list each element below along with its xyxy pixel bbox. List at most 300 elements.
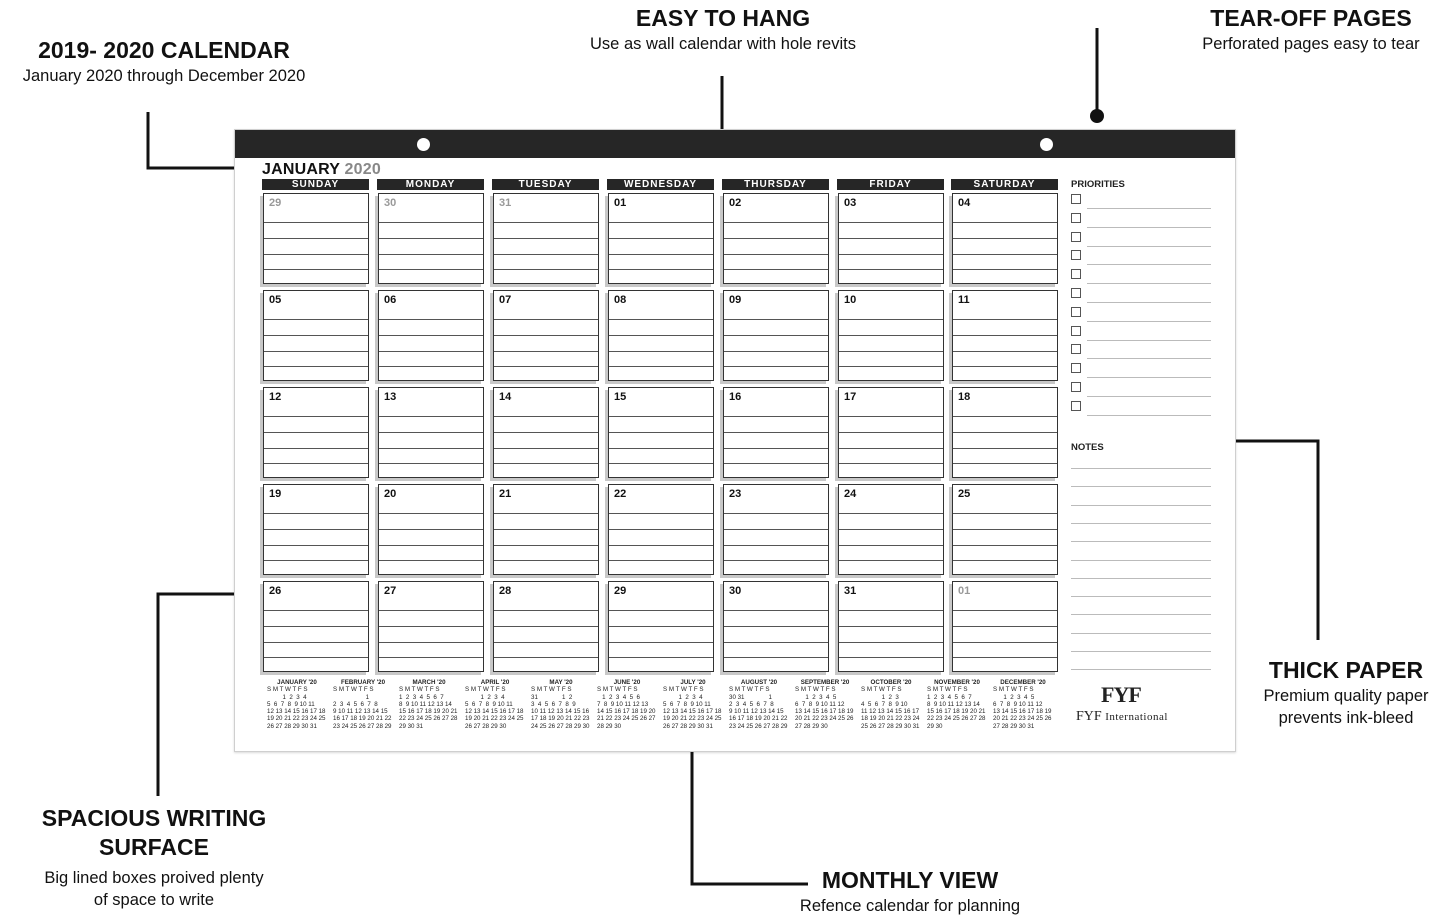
writing-line <box>839 626 943 627</box>
writing-line <box>264 335 368 336</box>
mini-month-row: 26 27 28 29 30 31 <box>267 722 317 730</box>
writing-line <box>609 560 713 561</box>
mini-month-row: 4 5 6 7 8 9 10 <box>861 700 908 708</box>
writing-line <box>609 626 713 627</box>
mini-month-title: DECEMBER '20 <box>1000 679 1046 686</box>
writing-line <box>264 657 368 658</box>
writing-line <box>494 416 598 417</box>
writing-line <box>724 448 828 449</box>
month-title <box>262 161 381 179</box>
day-cell[interactable] <box>723 581 829 672</box>
writing-line <box>953 432 1057 433</box>
writing-line <box>494 545 598 546</box>
writing-line <box>494 366 598 367</box>
day-number: 21 <box>499 488 512 500</box>
priority-checkbox[interactable] <box>1071 401 1081 411</box>
writing-line <box>724 529 828 530</box>
mini-month-row: 18 19 20 21 22 23 24 <box>861 715 920 723</box>
day-cell[interactable] <box>263 581 369 672</box>
writing-line <box>494 529 598 530</box>
day-cell[interactable] <box>838 290 944 381</box>
writing-line <box>953 222 1057 223</box>
priority-checkbox[interactable] <box>1071 213 1081 223</box>
writing-line <box>609 254 713 255</box>
mini-month-row: 5 6 7 8 9 10 11 <box>663 700 711 708</box>
day-number: 30 <box>729 585 742 597</box>
mini-month-row: 1 2 3 4 <box>267 693 307 701</box>
callout-dot <box>1090 109 1104 123</box>
logo-text <box>1076 709 1168 725</box>
mini-month-title: FEBRUARY '20 <box>340 679 386 686</box>
day-cell[interactable] <box>952 290 1058 381</box>
mini-month-row: 13 14 15 16 17 18 19 <box>795 708 854 716</box>
callout-title: TEAR-OFF PAGES <box>1210 5 1412 31</box>
writing-line <box>609 448 713 449</box>
writing-line <box>953 545 1057 546</box>
writing-line <box>839 222 943 223</box>
priority-line <box>1087 208 1211 209</box>
writing-line <box>953 642 1057 643</box>
day-number: 22 <box>614 488 627 500</box>
mini-month-row: 8 9 10 11 12 13 14 <box>399 700 452 708</box>
writing-line <box>953 416 1057 417</box>
mini-month-row: 5 6 7 8 9 10 11 <box>465 700 513 708</box>
hang-hole <box>1040 138 1053 151</box>
writing-line <box>264 529 368 530</box>
writing-line <box>839 432 943 433</box>
mini-month <box>993 679 1053 730</box>
notes-line <box>1071 560 1211 561</box>
priority-checkbox[interactable] <box>1071 250 1081 260</box>
mini-month-row: 19 20 21 22 23 24 25 <box>465 715 524 723</box>
writing-line <box>839 448 943 449</box>
mini-month-row: 21 22 23 24 25 26 27 <box>597 715 656 723</box>
writing-line <box>379 560 483 561</box>
writing-line <box>724 351 828 352</box>
writing-line <box>839 545 943 546</box>
writing-line <box>494 335 598 336</box>
mini-month-row: S M T W T F S <box>267 686 308 694</box>
day-cell[interactable] <box>723 290 829 381</box>
writing-line <box>609 463 713 464</box>
mini-month-row: 11 12 13 14 15 16 17 <box>861 708 920 716</box>
writing-line <box>379 448 483 449</box>
day-cell[interactable] <box>608 193 714 284</box>
day-number: 08 <box>614 294 627 306</box>
brand-logo <box>1071 678 1211 728</box>
mini-month-row: S M T W T F S <box>927 686 968 694</box>
priority-checkbox[interactable] <box>1071 363 1081 373</box>
writing-line <box>264 463 368 464</box>
day-cell[interactable] <box>723 387 829 478</box>
writing-line <box>379 626 483 627</box>
writing-line <box>953 529 1057 530</box>
writing-line <box>379 335 483 336</box>
notes-line <box>1071 651 1211 652</box>
mini-month-row: 20 21 22 23 24 25 26 <box>795 715 854 723</box>
callout-title: 2019- 2020 CALENDAR <box>38 37 290 63</box>
writing-line <box>953 448 1057 449</box>
writing-line <box>724 222 828 223</box>
day-cell[interactable] <box>838 581 944 672</box>
day-number: 02 <box>729 197 742 209</box>
mini-month-title: JUNE '20 <box>613 679 641 686</box>
day-cell[interactable] <box>493 193 599 284</box>
day-cell[interactable] <box>838 193 944 284</box>
day-cell[interactable] <box>952 193 1058 284</box>
day-number: 07 <box>499 294 512 306</box>
writing-line <box>953 351 1057 352</box>
writing-line <box>724 269 828 270</box>
mini-month-title: MARCH '20 <box>412 679 446 686</box>
mini-month-row: 1 2 3 4 <box>663 693 703 701</box>
notes-line <box>1071 633 1211 634</box>
writing-line <box>609 657 713 658</box>
writing-line <box>724 432 828 433</box>
writing-line <box>494 463 598 464</box>
mini-month-row: S M T W T F S <box>663 686 704 694</box>
day-cell[interactable] <box>723 484 829 575</box>
day-cell[interactable] <box>723 193 829 284</box>
writing-line <box>379 254 483 255</box>
mini-month-row: 5 6 7 8 9 10 11 <box>267 700 315 708</box>
mini-month-row: 12 13 14 15 16 17 18 <box>267 708 326 716</box>
mini-month-row: S M T W T F S <box>399 686 440 694</box>
priority-checkbox[interactable] <box>1071 269 1081 279</box>
day-number: 14 <box>499 391 512 403</box>
weekday-header: THURSDAY <box>722 179 829 190</box>
writing-line <box>953 319 1057 320</box>
callout-title: EASY TO HANG <box>635 5 811 31</box>
logo-mark: FYF <box>1101 682 1141 707</box>
callout-thick-paper <box>1246 656 1446 729</box>
priorities-label: PRIORITIES <box>1071 179 1125 190</box>
writing-line <box>494 432 598 433</box>
callout-subtitle: prevents ink-bleed <box>1278 709 1414 727</box>
day-cell[interactable] <box>952 387 1058 478</box>
writing-line <box>494 560 598 561</box>
priority-line <box>1087 358 1211 359</box>
mini-month-title: JANUARY '20 <box>277 679 317 686</box>
mini-month <box>663 679 723 730</box>
day-number: 31 <box>844 585 857 597</box>
mini-month-row: 29 30 31 <box>399 722 424 730</box>
day-number: 11 <box>958 294 970 306</box>
writing-line <box>264 238 368 239</box>
writing-line <box>953 254 1057 255</box>
mini-month-row: 20 21 22 23 24 25 26 <box>993 715 1052 723</box>
mini-month-row: 9 10 11 12 13 14 15 <box>729 708 784 716</box>
writing-line <box>724 238 828 239</box>
day-cell[interactable] <box>263 290 369 381</box>
day-number: 18 <box>958 391 971 403</box>
mini-month-title: JULY '20 <box>680 679 706 686</box>
priority-checkbox[interactable] <box>1071 382 1081 392</box>
writing-line <box>724 560 828 561</box>
writing-line <box>839 642 943 643</box>
callout-subtitle: Use as wall calendar with hole revits <box>590 35 856 53</box>
writing-line <box>609 642 713 643</box>
writing-line <box>839 463 943 464</box>
writing-line <box>264 269 368 270</box>
writing-line <box>953 269 1057 270</box>
mini-month-row: 1 <box>333 693 370 701</box>
callout-calendar <box>0 36 328 87</box>
mini-month-row: 13 14 15 16 17 18 19 <box>993 708 1052 716</box>
day-number: 09 <box>729 294 742 306</box>
notes-line <box>1071 468 1211 469</box>
writing-line <box>379 657 483 658</box>
writing-line <box>609 319 713 320</box>
day-cell[interactable] <box>838 484 944 575</box>
month-name: JANUARY <box>262 161 340 178</box>
writing-line <box>494 513 598 514</box>
day-cell[interactable] <box>608 290 714 381</box>
writing-line <box>264 254 368 255</box>
mini-month-title: APRIL '20 <box>480 679 510 686</box>
writing-line <box>609 513 713 514</box>
day-number: 03 <box>844 197 857 209</box>
writing-line <box>839 610 943 611</box>
weekday-header: SATURDAY <box>951 179 1058 190</box>
day-cell[interactable] <box>493 387 599 478</box>
writing-line <box>264 513 368 514</box>
writing-line <box>494 657 598 658</box>
writing-line <box>379 432 483 433</box>
callout-hang <box>548 4 898 55</box>
writing-line <box>724 366 828 367</box>
day-cell[interactable] <box>263 193 369 284</box>
writing-line <box>953 238 1057 239</box>
day-cell[interactable] <box>378 193 484 284</box>
writing-line <box>609 416 713 417</box>
priority-checkbox[interactable] <box>1071 232 1081 242</box>
day-cell[interactable] <box>378 484 484 575</box>
mini-month <box>531 679 591 730</box>
callout-subtitle: Perforated pages easy to tear <box>1202 35 1420 53</box>
mini-month-row: S M T W T F S <box>465 686 506 694</box>
writing-line <box>494 222 598 223</box>
writing-line <box>724 254 828 255</box>
day-cell[interactable] <box>952 581 1058 672</box>
priority-line <box>1087 246 1211 247</box>
mini-month-title: NOVEMBER '20 <box>934 679 980 686</box>
priority-line <box>1087 415 1211 416</box>
mini-month-row: 9 10 11 12 13 14 15 <box>333 708 388 716</box>
writing-line <box>379 269 483 270</box>
writing-line <box>839 254 943 255</box>
mini-month-row: 3 4 5 6 7 8 9 <box>531 700 576 708</box>
writing-line <box>264 432 368 433</box>
notes-line <box>1071 505 1211 506</box>
mini-month-row: S M T W T F S <box>795 686 836 694</box>
callout-title: SPACIOUS WRITING <box>41 805 267 831</box>
callout-tearoff <box>1176 4 1446 55</box>
weekday-header: TUESDAY <box>492 179 599 190</box>
day-cell[interactable] <box>493 484 599 575</box>
writing-line <box>264 448 368 449</box>
day-number: 31 <box>499 197 512 209</box>
day-cell[interactable] <box>263 484 369 575</box>
day-cell[interactable] <box>608 387 714 478</box>
mini-month <box>399 679 459 730</box>
notes-line <box>1071 486 1211 487</box>
mini-month-row: 10 11 12 13 14 15 16 <box>531 708 590 716</box>
priority-line <box>1087 340 1211 341</box>
day-cell[interactable] <box>838 387 944 478</box>
writing-line <box>379 416 483 417</box>
day-number: 04 <box>958 197 971 209</box>
day-number: 05 <box>269 294 282 306</box>
writing-line <box>379 238 483 239</box>
writing-line <box>839 513 943 514</box>
day-cell[interactable] <box>608 484 714 575</box>
callout-subtitle: Premium quality paper <box>1263 687 1429 705</box>
writing-line <box>953 513 1057 514</box>
mini-month <box>267 679 327 730</box>
priority-checkbox[interactable] <box>1071 288 1081 298</box>
calendar-board <box>234 129 1236 752</box>
mini-month-row: 30 31 1 <box>729 693 772 701</box>
day-cell[interactable] <box>952 484 1058 575</box>
mini-month-row: 8 9 10 11 12 13 14 <box>927 700 980 708</box>
writing-line <box>953 657 1057 658</box>
mini-month-row: 12 13 14 15 16 17 18 <box>465 708 524 716</box>
mini-month-row: 27 28 29 30 <box>795 722 828 730</box>
priority-checkbox[interactable] <box>1071 307 1081 317</box>
callout-subtitle: of space to write <box>93 891 215 909</box>
mini-month-row: 14 15 16 17 18 19 20 <box>597 708 656 716</box>
mini-month-row: 1 2 3 4 5 <box>993 693 1035 701</box>
writing-line <box>609 269 713 270</box>
day-cell[interactable] <box>263 387 369 478</box>
writing-line <box>724 642 828 643</box>
mini-month-row: 26 27 28 29 30 <box>465 722 507 730</box>
callout-title: THICK PAPER <box>1268 657 1424 683</box>
mini-month-row: 2 3 4 5 6 7 8 <box>333 700 378 708</box>
callout-title: MONTHLY VIEW <box>821 867 999 893</box>
day-number: 27 <box>384 585 397 597</box>
writing-line <box>724 657 828 658</box>
priority-checkbox[interactable] <box>1071 326 1081 336</box>
writing-line <box>379 463 483 464</box>
notes-line <box>1071 578 1211 579</box>
callout-writing-surface <box>2 804 306 911</box>
mini-month-row: 1 2 3 4 5 6 <box>597 693 640 701</box>
writing-line <box>609 545 713 546</box>
day-cell[interactable] <box>378 581 484 672</box>
notes-line <box>1071 541 1211 542</box>
mini-month <box>927 679 987 730</box>
writing-line <box>264 366 368 367</box>
day-number: 12 <box>269 391 282 403</box>
writing-line <box>953 610 1057 611</box>
priority-checkbox[interactable] <box>1071 344 1081 354</box>
mini-month-title: OCTOBER '20 <box>870 679 912 686</box>
day-number: 01 <box>958 585 971 597</box>
day-cell[interactable] <box>378 387 484 478</box>
callout-subtitle: January 2020 through December 2020 <box>22 67 306 85</box>
mini-month-row: 28 29 30 <box>597 722 622 730</box>
day-cell[interactable] <box>378 290 484 381</box>
day-number: 06 <box>384 294 397 306</box>
mini-month-title: MAY '20 <box>549 679 573 686</box>
writing-line <box>953 335 1057 336</box>
day-number: 28 <box>499 585 512 597</box>
priority-line <box>1087 377 1211 378</box>
mini-month <box>795 679 855 730</box>
mini-month-row: 19 20 21 22 23 24 25 <box>663 715 722 723</box>
writing-line <box>724 610 828 611</box>
writing-line <box>839 529 943 530</box>
mini-month-row: 26 27 28 29 30 31 <box>663 722 713 730</box>
writing-line <box>609 529 713 530</box>
mini-month-row: 27 28 29 30 31 <box>993 722 1035 730</box>
day-number: 15 <box>614 391 627 403</box>
mini-month-row: 16 17 18 19 20 21 22 <box>729 715 788 723</box>
writing-line <box>609 335 713 336</box>
weekday-header: SUNDAY <box>262 179 369 190</box>
mini-month-row: 22 23 24 25 26 27 28 <box>399 715 458 723</box>
writing-line <box>953 366 1057 367</box>
writing-line <box>839 560 943 561</box>
writing-line <box>953 560 1057 561</box>
callout-subtitle: Big lined boxes proived plenty <box>44 869 264 887</box>
writing-line <box>609 351 713 352</box>
writing-line <box>724 319 828 320</box>
callout-subtitle: Refence calendar for planning <box>799 897 1021 915</box>
day-cell[interactable] <box>608 581 714 672</box>
writing-line <box>609 222 713 223</box>
day-number: 29 <box>269 197 282 209</box>
day-number: 01 <box>614 197 627 209</box>
priority-line <box>1087 302 1211 303</box>
priority-checkbox[interactable] <box>1071 194 1081 204</box>
writing-line <box>379 642 483 643</box>
writing-line <box>379 513 483 514</box>
mini-month-row: S M T W T F S <box>531 686 572 694</box>
notes-line <box>1071 596 1211 597</box>
mini-month-row: 1 2 3 4 5 <box>795 693 837 701</box>
mini-month-row: 19 20 21 22 23 24 25 <box>267 715 326 723</box>
weekday-header: WEDNESDAY <box>607 179 714 190</box>
notes-line <box>1071 669 1211 670</box>
priority-line <box>1087 321 1211 322</box>
writing-line <box>264 351 368 352</box>
mini-month-row: 1 2 3 4 5 6 7 <box>399 693 444 701</box>
day-cell[interactable] <box>493 581 599 672</box>
priority-line <box>1087 396 1211 397</box>
day-number: 29 <box>614 585 627 597</box>
day-cell[interactable] <box>493 290 599 381</box>
writing-line <box>379 529 483 530</box>
writing-line <box>839 335 943 336</box>
writing-line <box>264 642 368 643</box>
writing-line <box>609 432 713 433</box>
mini-month-row: 1 2 3 <box>861 693 899 701</box>
writing-line <box>839 416 943 417</box>
writing-line <box>953 626 1057 627</box>
mini-month <box>729 679 789 730</box>
writing-line <box>264 545 368 546</box>
writing-line <box>264 416 368 417</box>
writing-line <box>264 626 368 627</box>
writing-line <box>264 222 368 223</box>
writing-line <box>494 319 598 320</box>
writing-line <box>379 610 483 611</box>
writing-line <box>494 626 598 627</box>
writing-line <box>379 366 483 367</box>
